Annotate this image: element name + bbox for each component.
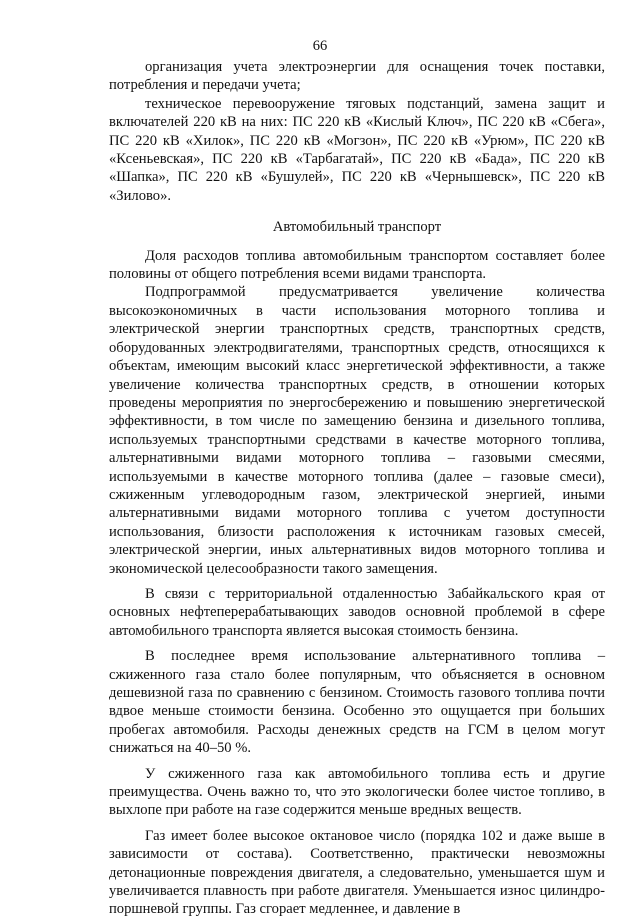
paragraph: Доля расходов топлива автомобильным транспортом составляет более половины от общего потребления всеми видами транспорта. [109, 247, 605, 283]
page-number: 66 [312, 38, 328, 54]
list-item-substation-upgrade: техническое перевооружение тяговых подстанций, замена защит и включателей 220 кВ на них: ПС 220 кВ «Кислый Ключ», ПС 220 кВ «Сбега», ПС 220 кВ «Хилок», ПС 220 кВ «Могзон», ПС 220 кВ «Урюм», ПС 220 кВ «Ксеньевская», ПС 220 кВ «Тарбагатай», ПС 220 кВ «Бада», ПС 220 кВ «Шапка», ПС 220 кВ «Бушулей», ПС 220 кВ «Чернышевск», ПС 220 кВ «Зилово». [109, 95, 605, 204]
paragraph: У сжиженного газа как автомобильного топлива есть и другие преимущества. Очень важно то, что это экологически более чистое топливо, в выхлопе при работе на газе содержится меньше вредных веществ. [109, 765, 605, 819]
paragraph: В связи с территориальной отдаленностью Забайкальского края от основных нефтеперерабатывающих заводов основной проблемой в сфере автомобильного транспорта является высокая стоимость бензина. [109, 585, 605, 639]
paragraph: Подпрограммой предусматривается увеличение количества высокоэкономичных в части использования моторного топлива и электрической энергии транспортных средств, транспортных средств, оборудованных электродвигателями, транспортных средств, относящихся к объектам, имеющим высокий класс энергетической эффективности, а также увеличение количества транспортных средств, в отношении которых проведены мероприятия по энергосбережению и повышению энергетической эффективности, в том числе по замещению бензина и дизельного топлива, используемых транспортными средствами в качестве моторного топлива, альтернативными видами моторного топлива – газовыми смесями, используемыми в качестве моторного топлива (далее – газовые смеси), сжиженным углеводородным газом, электрической энергией, иными альтернативными видами моторного топлива с учетом доступности использования, близости расположения к источникам газовых смесей, электрической энергии, иных альтернативных видов моторного топлива и экономической целесообразности такого замещения. [109, 284, 605, 577]
page-body [109, 58, 605, 919]
paragraph: Газ имеет более высокое октановое число (порядка 102 и даже выше в зависимости от состава). Соответственно, практически невозможны детонационные повреждения двигателя, а следовательно, уменьшается шум и увеличивается плавность при работе двигателя. Уменьшается износ цилиндро-поршневой группы. Газ сгорает медленнее, и давление в [109, 827, 605, 918]
list-item-electricity-accounting: организация учета электроэнергии для оснащения точек поставки, потребления и передачи учета; [109, 59, 605, 94]
paragraph: В последнее время использование альтернативного топлива – сжиженного газа стало более популярным, что объясняется в основном дешевизной газа по сравнению с бензином. Стоимость газового топлива почти вдвое меньше стоимости бензина. Особенно это ощущается при больших пробегах автомобиля. Расходы денежных средств на ГСМ в целом могут снижаться на 40–50 %. [109, 648, 605, 757]
section-heading: Автомобильный транспорт [272, 219, 442, 236]
